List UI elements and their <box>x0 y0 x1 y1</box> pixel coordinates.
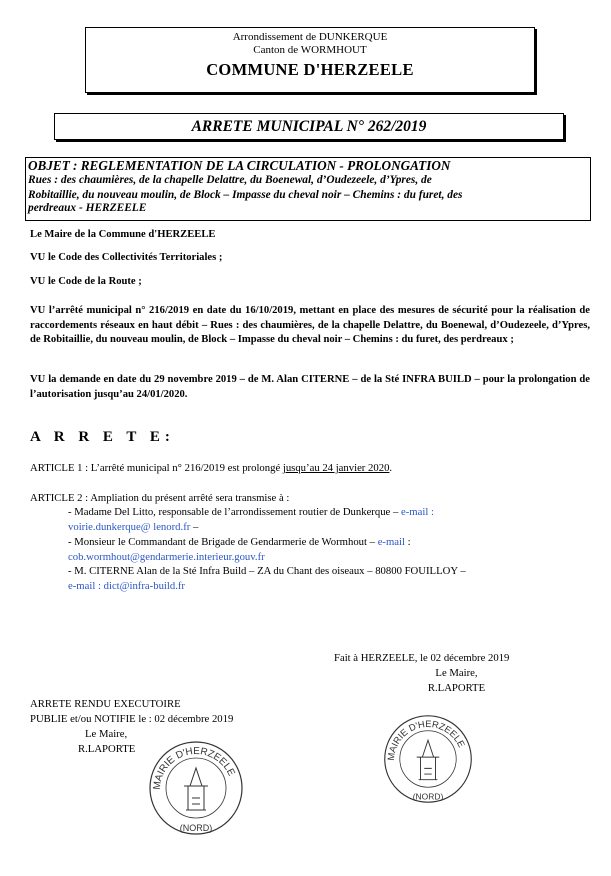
executoire-line: ARRETE RENDU EXECUTOIRE <box>30 698 181 710</box>
recipient-3-email-label: e-mail : <box>68 580 101 592</box>
maire-line: Le Maire de la Commune d'HERZEELE <box>30 229 216 240</box>
objet-rues-line-1: Rues : des chaumières, de la chapelle Delattre, du Boenewal, d’Oudezeele, d’Ypres, de <box>28 174 432 186</box>
signature-right-name: R.LAPORTE <box>427 682 486 694</box>
signature-left-name: R.LAPORTE <box>78 743 136 755</box>
svg-text:MAIRIE D'HERZEELE <box>385 718 467 761</box>
stamp-left-ring-text: MAIRIE D'HERZEELE <box>151 745 237 791</box>
article-1-suffix: . <box>389 462 393 474</box>
recipient-1 <box>68 505 590 535</box>
recipient-2-email-link[interactable]: cob.wormhout@gendarmerie.interieur.gouv.fr <box>68 551 265 563</box>
arrondissement-line: Arrondissement de DUNKERQUE <box>232 31 388 43</box>
recipient-3-email-link[interactable]: dict@infra-build.fr <box>103 580 185 592</box>
stamp-left-bottom-text: (NORD) <box>179 823 213 833</box>
recipient-1-after: – <box>190 521 199 533</box>
recipient-1-email-link[interactable]: voirie.dunkerque@ lenord.fr <box>68 521 191 533</box>
article-2-intro: ARTICLE 2 : Ampliation du présent arrêté sera transmise à : <box>30 492 290 504</box>
recipient-2-text: - Monsieur le Commandant de Brigade de Gendarmerie de Wormhout – <box>68 536 378 548</box>
recipient-3-text: - M. CITERNE Alan de la Sté Infra Build – ZA du Chant des oiseaux – 80800 FOUILLOY – <box>68 565 466 577</box>
stamp-left-emblem <box>184 768 208 810</box>
vu-code-collectivites: VU le Code des Collectivités Territoriales ; <box>30 252 223 263</box>
stamp-right-emblem <box>417 740 440 779</box>
vu-demande-paragraph: VU la demande en date du 29 novembre 2019 – de M. Alan CITERNE – de la Sté INFRA BUILD – pour la prolongation de l’autorisation jusqu’au 24/01/2020. <box>30 374 590 400</box>
commune-name: COMMUNE D'HERZEELE <box>206 60 414 79</box>
arrete-title: ARRETE MUNICIPAL N° 262/2019 <box>191 118 427 135</box>
recipient-2-email-label-suffix: : <box>405 536 411 548</box>
stamp-right-bottom-text: (NORD) <box>412 791 444 802</box>
objet-rues-line-3: perdreaux - HERZEELE <box>28 202 147 214</box>
recipient-1-email-label: e-mail : <box>401 506 434 518</box>
recipient-3 <box>68 564 590 594</box>
article-1 <box>30 461 392 476</box>
canton-line: Canton de WORMHOUT <box>253 44 367 56</box>
objet-box <box>25 157 591 221</box>
signature-right-role: Le Maire, <box>435 667 478 679</box>
stamp-right-ring-text: MAIRIE D'HERZEELE <box>384 718 468 762</box>
publie-line: PUBLIE et/ou NOTIFIE le : 02 décembre 2019 <box>30 713 234 725</box>
recipient-2-email-label: e-mail <box>377 536 405 548</box>
mairie-stamp-left <box>146 738 246 838</box>
recipient-2 <box>68 535 590 565</box>
vu-code-route: VU le Code de la Route ; <box>30 276 142 287</box>
article-1-date: jusqu’au 24 janvier 2020 <box>282 462 390 474</box>
article-1-prefix: ARTICLE 1 : L’arrêté municipal n° 216/2019 est prolongé <box>30 462 283 474</box>
signature-left-role: Le Maire, <box>85 728 128 740</box>
fait-a-line: Fait à HERZEELE, le 02 décembre 2019 <box>334 652 510 664</box>
arrete-heading: A R R E T E: <box>30 429 175 445</box>
mairie-stamp-right <box>381 712 475 806</box>
objet-title: OBJET : REGLEMENTATION DE LA CIRCULATION - PROLONGATION <box>28 158 451 173</box>
vu-arrete-paragraph: VU l’arrêté municipal n° 216/2019 en date du 16/10/2019, mettant en place des mesures de sécurité pour la réalisation de raccordements réseaux en haut débit – Rues : des chaumières, de la chapelle Delattre, du Boenewal, d’Oudezeele, d’Ypres, de Robitaillie, du nouveau moulin, de Block – Impasse du cheval noir – Chemins : du furet, des perdreaux ; <box>30 305 590 345</box>
arrete-title-box <box>54 113 564 140</box>
signature-right <box>334 651 549 696</box>
recipient-1-text: - Madame Del Litto, responsable de l’arrondissement routier de Dunkerque – <box>68 506 401 518</box>
objet-rues-line-2: Robitaillie, du nouveau moulin, de Block – Impasse du cheval noir – Chemins : du furet, des <box>28 188 463 201</box>
commune-header <box>85 27 535 93</box>
svg-text:MAIRIE D'HERZEELE <box>152 746 237 790</box>
